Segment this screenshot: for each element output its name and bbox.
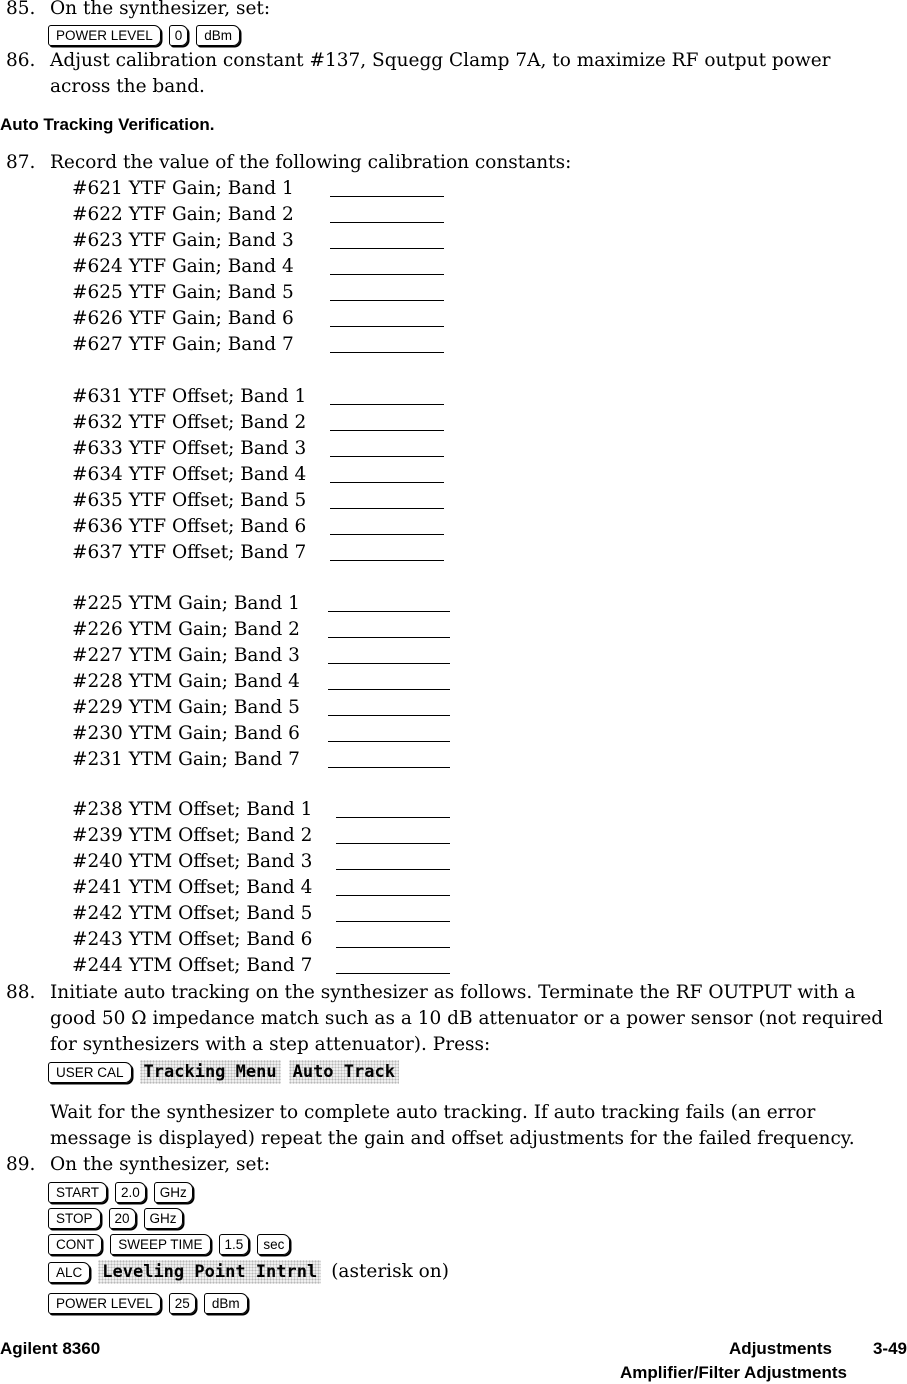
value-blank-line[interactable] — [330, 507, 444, 509]
step-89-row-5 — [48, 1290, 256, 1316]
calibration-constant-row — [72, 901, 312, 927]
constant-label: #226 YTM Gain; Band 2 — [72, 619, 300, 640]
calibration-constant-row — [72, 643, 300, 669]
step-86-line-2: across the band. — [50, 76, 205, 97]
constant-label: #239 YTM Offset; Band 2 — [72, 825, 313, 846]
constant-label: #636 YTF Offset; Band 6 — [72, 516, 307, 537]
power-level-key[interactable]: POWER LEVEL — [48, 25, 161, 46]
constant-label: #627 YTF Gain; Band 7 — [72, 334, 294, 355]
constant-label: #626 YTF Gain; Band 6 — [72, 308, 294, 329]
constant-label: #637 YTF Offset; Band 7 — [72, 542, 307, 563]
calibration-constant-row — [72, 514, 306, 540]
calibration-constant-row — [72, 228, 294, 254]
start-key[interactable]: START — [48, 1182, 107, 1203]
constant-label: #244 YTM Offset; Band 7 — [72, 955, 313, 976]
calibration-constant-row — [72, 797, 312, 823]
step-88-line-2: good 50 Ω impedance match such as a 10 dB attenuator or a power sensor (not required — [50, 1008, 884, 1029]
constant-label: #623 YTF Gain; Band 3 — [72, 230, 294, 251]
calibration-constant-row — [72, 721, 300, 747]
value-blank-line[interactable] — [328, 688, 450, 690]
value-blank-line[interactable] — [328, 636, 450, 638]
value-blank-line[interactable] — [336, 972, 450, 974]
step-number: 87. — [6, 152, 36, 173]
value-blank-line[interactable] — [330, 429, 444, 431]
constant-label: #229 YTM Gain; Band 5 — [72, 697, 300, 718]
constant-label: #228 YTM Gain; Band 4 — [72, 671, 300, 692]
value-blank-line[interactable] — [336, 816, 450, 818]
asterisk-note: (asterisk on) — [331, 1261, 449, 1282]
constant-label: #633 YTF Offset; Band 3 — [72, 438, 307, 459]
calibration-constant-row — [72, 280, 294, 306]
sweep-time-key[interactable]: SWEEP TIME — [110, 1234, 210, 1255]
auto-track-softkey[interactable]: Auto Track — [289, 1060, 399, 1084]
constant-label: #635 YTF Offset; Band 5 — [72, 490, 307, 511]
step-number: 86. — [6, 50, 36, 71]
constant-label: #242 YTM Offset; Band 5 — [72, 903, 313, 924]
step-89-row-4 — [48, 1259, 449, 1285]
step-89-row-1 — [48, 1179, 201, 1205]
constant-label: #238 YTM Offset; Band 1 — [72, 799, 313, 820]
value-blank-line[interactable] — [328, 714, 450, 716]
value-blank-line[interactable] — [328, 740, 450, 742]
calibration-constant-row — [72, 462, 306, 488]
footer-section: Adjustments — [729, 1339, 832, 1358]
value-blank-line[interactable] — [328, 610, 450, 612]
value-blank-line[interactable] — [330, 481, 444, 483]
constant-label: #227 YTM Gain; Band 3 — [72, 645, 300, 666]
value-blank-line[interactable] — [330, 247, 444, 249]
footer-product: Agilent 8360 — [0, 1339, 101, 1358]
constant-label: #240 YTM Offset; Band 3 — [72, 851, 313, 872]
calibration-constant-row — [72, 927, 312, 953]
dbm-key[interactable]: dBm — [204, 1293, 248, 1314]
step-number: 88. — [6, 982, 36, 1003]
constant-label: #632 YTF Offset; Band 2 — [72, 412, 307, 433]
step-text: Adjust calibration constant #137, Squegg Clamp 7A, to maximize RF output power — [50, 50, 831, 71]
calibration-constant-row — [72, 202, 294, 228]
value-2-0-key[interactable]: 2.0 — [115, 1182, 146, 1203]
calibration-constant-row — [72, 436, 306, 462]
constant-label: #624 YTF Gain; Band 4 — [72, 256, 294, 277]
power-level-key[interactable]: POWER LEVEL — [48, 1293, 161, 1314]
value-blank-line[interactable] — [330, 455, 444, 457]
constant-label: #625 YTF Gain; Band 5 — [72, 282, 294, 303]
constant-label: #622 YTF Gain; Band 2 — [72, 204, 294, 225]
value-blank-line[interactable] — [330, 221, 444, 223]
value-20-key[interactable]: 20 — [109, 1208, 136, 1229]
value-blank-line[interactable] — [330, 403, 444, 405]
sec-key[interactable]: sec — [257, 1234, 290, 1255]
step-number: 85. — [6, 0, 36, 19]
calibration-constant-row — [72, 591, 300, 617]
leveling-point-intrnl-softkey[interactable]: Leveling Point Intrnl — [98, 1260, 321, 1284]
calibration-constant-row — [72, 410, 306, 436]
step-number: 89. — [6, 1154, 36, 1175]
step-text: Initiate auto tracking on the synthesizer as follows. Terminate the RF OUTPUT with a — [50, 982, 856, 1003]
stop-key[interactable]: STOP — [48, 1208, 101, 1229]
step-85-keys — [48, 22, 248, 48]
calibration-constant-row — [72, 875, 312, 901]
value-blank-line[interactable] — [328, 662, 450, 664]
value-blank-line[interactable] — [330, 299, 444, 301]
calibration-constant-row — [72, 384, 306, 410]
calibration-constant-row — [72, 823, 312, 849]
step-88-keys — [48, 1059, 407, 1085]
calibration-constant-row — [72, 849, 312, 875]
value-blank-line[interactable] — [336, 946, 450, 948]
digit-0-key[interactable]: 0 — [169, 25, 189, 46]
value-blank-line[interactable] — [330, 559, 444, 561]
constant-label: #634 YTF Offset; Band 4 — [72, 464, 307, 485]
calibration-constant-row — [72, 332, 294, 358]
calibration-constant-row — [72, 540, 306, 566]
value-blank-line[interactable] — [336, 920, 450, 922]
value-blank-line[interactable] — [330, 351, 444, 353]
constant-label: #621 YTF Gain; Band 1 — [72, 178, 294, 199]
cont-key[interactable]: CONT — [48, 1234, 102, 1255]
value-25-key[interactable]: 25 — [169, 1293, 196, 1314]
calibration-constant-row — [72, 306, 294, 332]
calibration-constant-row — [72, 695, 300, 721]
calibration-constant-row — [72, 254, 294, 280]
calibration-constant-row — [72, 617, 300, 643]
constant-label: #231 YTM Gain; Band 7 — [72, 749, 300, 770]
footer-subsection: Amplifier/Filter Adjustments — [619, 1363, 847, 1382]
value-blank-line[interactable] — [330, 533, 444, 535]
alc-key[interactable]: ALC — [48, 1262, 90, 1283]
step-89-row-2 — [48, 1205, 191, 1231]
step-89-row-3 — [48, 1231, 298, 1257]
step-text: Record the value of the following calibration constants: — [50, 152, 572, 173]
value-blank-line[interactable] — [330, 195, 444, 197]
calibration-constant-row — [72, 176, 294, 202]
ghz-key[interactable]: GHz — [154, 1182, 193, 1203]
step-88-line-3: for synthesizers with a step attenuator). Press: — [50, 1034, 491, 1055]
value-blank-line[interactable] — [336, 868, 450, 870]
step-text: On the synthesizer, set: — [50, 0, 271, 19]
calibration-constant-row — [72, 747, 300, 773]
calibration-constant-row — [72, 488, 306, 514]
ghz-key[interactable]: GHz — [144, 1208, 183, 1229]
calibration-constant-row — [72, 953, 312, 979]
constant-label: #241 YTM Offset; Band 4 — [72, 877, 313, 898]
constant-label: #225 YTM Gain; Band 1 — [72, 593, 300, 614]
section-heading: Auto Tracking Verification. — [0, 115, 215, 134]
value-blank-line[interactable] — [336, 842, 450, 844]
tracking-menu-softkey[interactable]: Tracking Menu — [140, 1060, 281, 1084]
value-blank-line[interactable] — [328, 766, 450, 768]
footer-page-number: 3-49 — [872, 1339, 907, 1358]
value-blank-line[interactable] — [330, 273, 444, 275]
value-blank-line[interactable] — [330, 325, 444, 327]
step-88-wait-1: Wait for the synthesizer to complete auto tracking. If auto tracking fails (an error — [50, 1102, 816, 1123]
dbm-key[interactable]: dBm — [196, 25, 240, 46]
calibration-constant-row — [72, 669, 300, 695]
step-text: On the synthesizer, set: — [50, 1154, 271, 1175]
constant-label: #230 YTM Gain; Band 6 — [72, 723, 300, 744]
constant-label: #631 YTF Offset; Band 1 — [72, 386, 307, 407]
value-blank-line[interactable] — [336, 894, 450, 896]
value-1-5-key[interactable]: 1.5 — [219, 1234, 250, 1255]
constant-label: #243 YTM Offset; Band 6 — [72, 929, 313, 950]
step-88-wait-2: message is displayed) repeat the gain and offset adjustments for the failed frequency. — [50, 1128, 855, 1149]
user-cal-key[interactable]: USER CAL — [48, 1062, 132, 1083]
